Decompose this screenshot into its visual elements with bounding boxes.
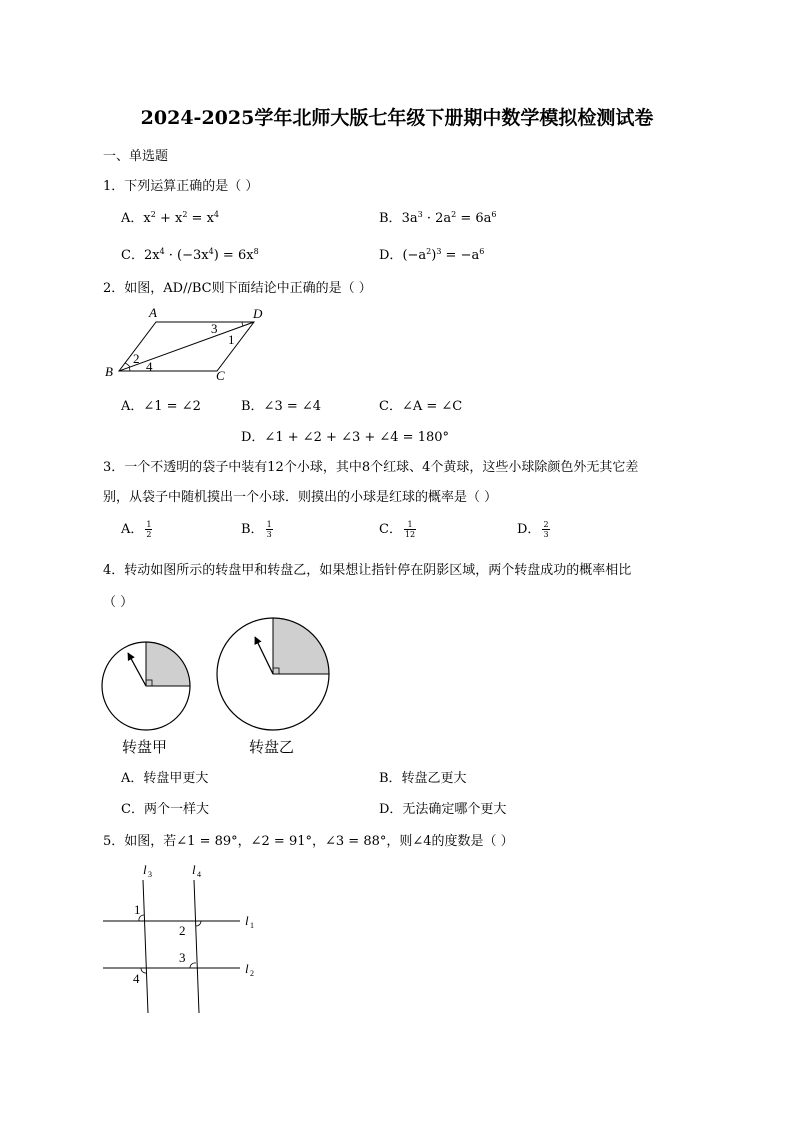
q1-option-d[interactable]: D．$(-a^2)^3 = -a^6$ [379, 247, 485, 263]
angle-1-label: 1 [228, 332, 235, 347]
question-4-line-2: （ ） [103, 595, 134, 610]
parallel-lines-figure [95, 855, 275, 1020]
line-l3 [143, 880, 148, 1013]
spinner-yi-pointer [255, 637, 273, 674]
question-2-stem: 2．如图，AD//BC则下面结论中正确的是（ ） [103, 281, 372, 296]
question-3-line-1: 3．一个不透明的袋子中装有12个小球，其中8个红球、4个黄球，这些小球除颜色外无其它差 [103, 460, 639, 475]
question-5-stem: 5．如图，若∠1 = 89°，∠2 = 91°，∠3 = 88°，则∠4的度数是（ ） [103, 834, 514, 849]
angle-2-label: 2 [133, 351, 140, 366]
q4-option-d[interactable]: D．无法确定哪个更大 [379, 802, 507, 817]
q3-option-b[interactable]: B． $\frac{1}{3}$ [241, 520, 272, 539]
spinner-jia-shaded-sector [146, 642, 190, 686]
label-l4: l [192, 862, 196, 877]
angle-4-label: 4 [146, 359, 153, 374]
vertex-a-label: A [149, 305, 157, 320]
angle-2-label: 2 [179, 923, 186, 938]
parallelogram-figure [100, 300, 270, 385]
spinner-jia-label: 转盘甲 [122, 738, 168, 756]
q1-option-c[interactable]: C．$2x^4 \cdot (-3x^4) = 6x^8$ [121, 247, 259, 263]
spinner-yi [217, 618, 329, 730]
angle-3-label: 3 [179, 950, 186, 965]
label-l3-sub: 3 [148, 870, 152, 879]
label-l4-sub: 4 [197, 870, 201, 879]
label-l1-sub: 1 [250, 921, 254, 930]
q2-option-c[interactable]: C．∠A = ∠C [379, 399, 463, 414]
label-l1: l [245, 913, 249, 928]
page-title: 2024-2025学年北师大版七年级下册期中数学模拟检测试卷 [140, 107, 654, 129]
q1-option-b[interactable]: B．$3a^3 \cdot 2a^2 = 6a^6$ [379, 210, 497, 226]
vertex-c-label: C [216, 368, 225, 383]
q4-option-b[interactable]: B．转盘乙更大 [379, 771, 467, 786]
q2-option-a[interactable]: A．∠1 = ∠2 [121, 399, 201, 414]
q2-option-b[interactable]: B．∠3 = ∠4 [241, 399, 322, 414]
question-1-stem: 1．下列运算正确的是（ ） [103, 179, 259, 194]
section-heading: 一、单选题 [103, 149, 169, 164]
label-l3: l [143, 862, 147, 877]
q3-option-d[interactable]: D． $\frac{2}{3}$ [517, 520, 549, 539]
question-4-line-1: 4．转动如图所示的转盘甲和转盘乙，如果想让指针停在阴影区域，两个转盘成功的概率相比 [103, 563, 632, 578]
spinners-figure [95, 612, 345, 762]
spinner-jia-pointer [128, 653, 146, 686]
q3-option-c[interactable]: C． $\frac{1}{12}$ [379, 520, 416, 539]
q4-option-a[interactable]: A．转盘甲更大 [121, 771, 209, 786]
question-3-line-2: 别，从袋子中随机摸出一个小球．则摸出的小球是红球的概率是（ ） [103, 490, 498, 505]
spinner-jia [102, 642, 190, 730]
q3-option-a[interactable]: A． $\frac{1}{2}$ [121, 520, 152, 539]
vertex-d-label: D [253, 306, 263, 321]
spinner-yi-shaded-sector [273, 618, 329, 674]
angle-4-label: 4 [133, 971, 140, 986]
spinner-yi-label: 转盘乙 [249, 738, 295, 756]
q1-option-a[interactable]: A．$x^2 + x^2 = x^4$ [121, 210, 220, 226]
label-l2: l [245, 961, 249, 976]
label-l2-sub: 2 [250, 969, 254, 978]
line-l4 [194, 880, 199, 1013]
q4-option-c[interactable]: C．两个一样大 [121, 802, 209, 817]
angle-1-label: 1 [134, 902, 141, 917]
q2-option-d[interactable]: D．∠1 + ∠2 + ∠3 + ∠4 = 180° [241, 430, 450, 445]
angle-3-label: 3 [211, 321, 218, 336]
vertex-b-label: B [105, 364, 113, 379]
